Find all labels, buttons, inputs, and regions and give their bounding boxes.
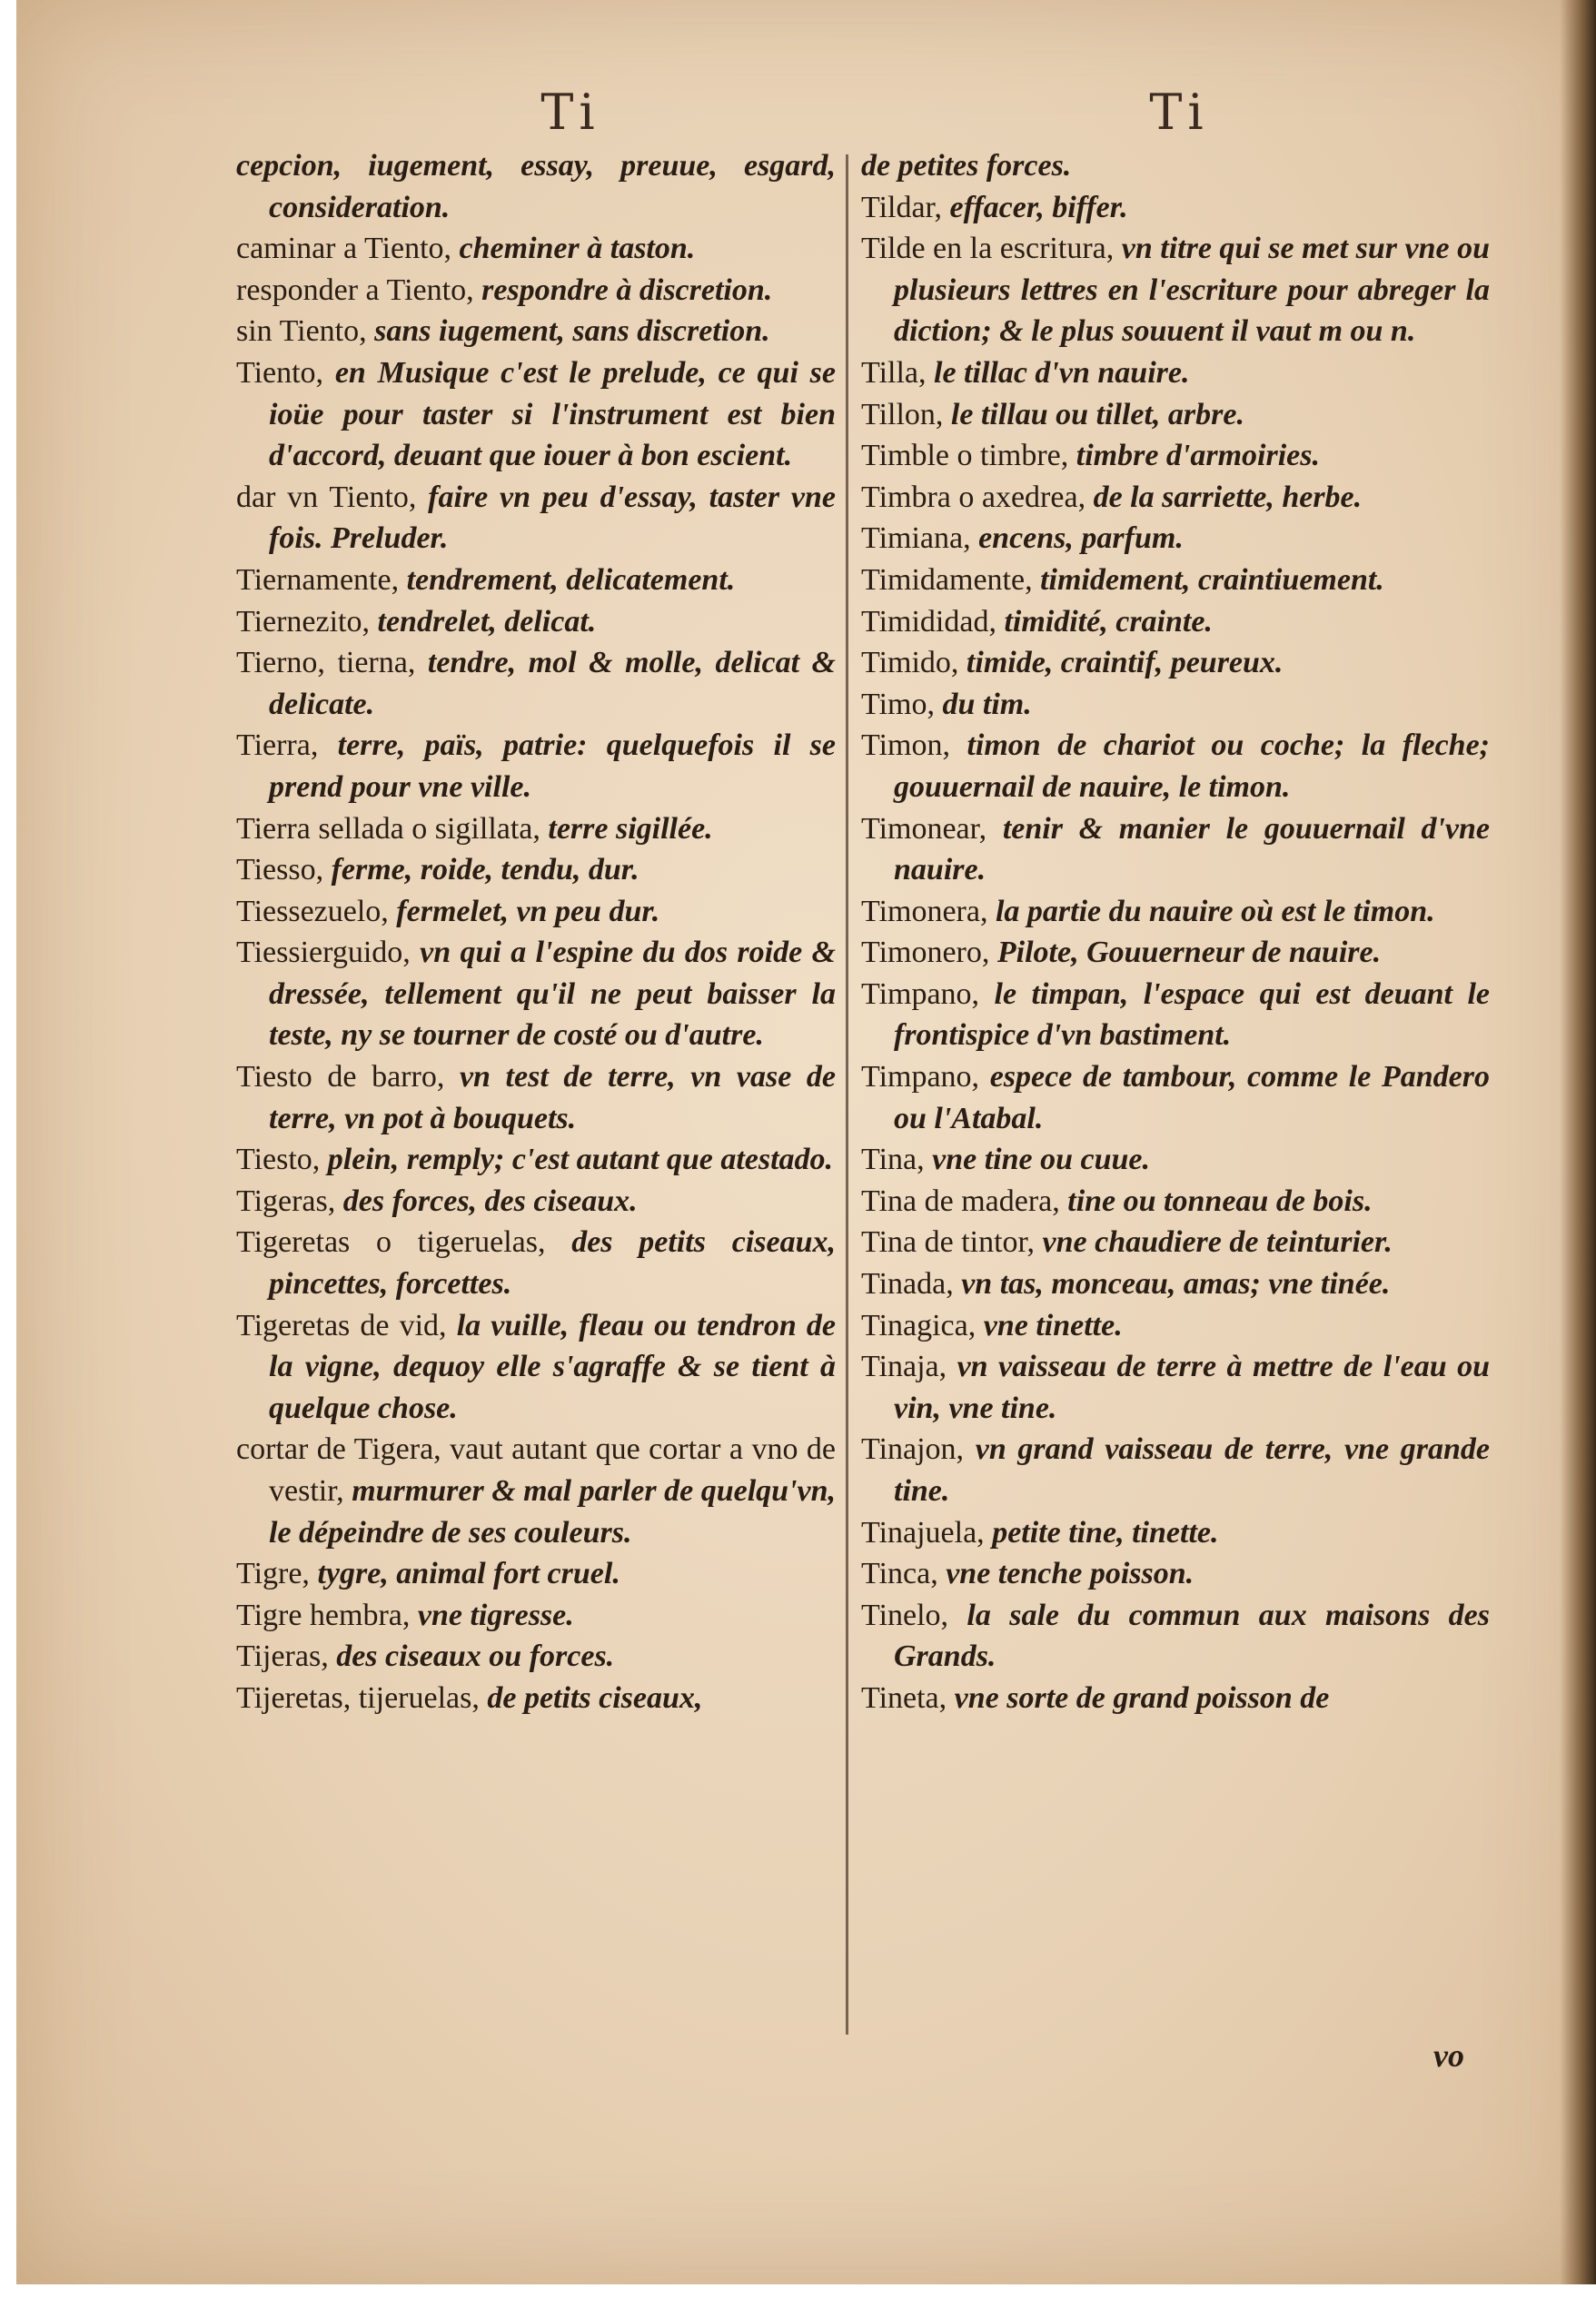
- entry-definition: la sale du commun aux maisons des Grands.: [894, 1598, 1490, 1674]
- entry-definition: vn test de terre, vn vase de terre, vn pot à bouquets.: [269, 1060, 836, 1135]
- dictionary-entry: [861, 1263, 1490, 1305]
- entry-headword: Tiernezito,: [236, 604, 378, 639]
- dictionary-entry: [861, 725, 1490, 807]
- entry-headword: Tiessezuelo,: [236, 894, 397, 928]
- entry-headword: Timonero,: [861, 936, 997, 970]
- entry-headword: sin Tiento,: [236, 314, 375, 349]
- catchword: vo: [1433, 2037, 1464, 2074]
- dictionary-entry: [861, 228, 1490, 352]
- entry-headword: Timidamente,: [861, 562, 1041, 597]
- dictionary-entry: [861, 518, 1490, 560]
- dictionary-entry: [861, 1346, 1490, 1429]
- entry-headword: Tinajuela,: [861, 1515, 993, 1550]
- entry-headword: Timo,: [861, 687, 943, 721]
- dictionary-entry: [861, 1222, 1490, 1263]
- dictionary-entry: [861, 1056, 1490, 1139]
- entry-headword: Tinada,: [861, 1267, 962, 1302]
- dictionary-entry: [236, 1139, 836, 1181]
- dictionary-entry: [236, 725, 836, 807]
- entry-definition: le tillau ou tillet, arbre.: [950, 397, 1244, 431]
- entry-definition: vne tinette.: [983, 1308, 1123, 1342]
- dictionary-entry: [861, 560, 1490, 601]
- entry-definition: tenir & manier le gouuernail d'vne nauire.: [894, 811, 1490, 887]
- entry-headword: Tildar,: [861, 190, 950, 224]
- dictionary-entry: [861, 1553, 1490, 1595]
- dictionary-entry: [236, 560, 836, 601]
- entry-headword: Tigre,: [236, 1557, 318, 1591]
- entry-headword: Tilde en la escritura,: [861, 232, 1122, 266]
- entry-headword: Timon,: [861, 728, 967, 763]
- entry-definition: vn grand vaisseau de terre, vne grande tine.: [894, 1432, 1490, 1508]
- dictionary-entry: [236, 1429, 836, 1553]
- entry-headword: Tierno, tierna,: [236, 646, 428, 680]
- entry-headword: Tiesto,: [236, 1143, 328, 1177]
- dictionary-entry: [861, 1595, 1490, 1678]
- dictionary-entry: [861, 891, 1490, 933]
- dictionary-entry: [861, 1429, 1490, 1511]
- entry-definition: timidement, craintiuement.: [1040, 562, 1384, 597]
- dictionary-entry: [861, 187, 1490, 229]
- dictionary-entry: [236, 601, 836, 643]
- entry-definition: tine ou tonneau de bois.: [1067, 1184, 1373, 1218]
- dictionary-entry: [236, 1636, 836, 1678]
- entry-headword: responder a Tiento,: [236, 272, 482, 307]
- entry-headword: dar vn Tiento,: [236, 480, 429, 514]
- entry-definition: murmurer & mal parler de quelqu'vn, le dépeindre de ses couleurs.: [269, 1474, 836, 1550]
- entry-definition: tendrelet, delicat.: [377, 604, 597, 639]
- entry-headword: Tineta,: [861, 1680, 955, 1715]
- entry-headword: Tiesso,: [236, 853, 332, 887]
- entry-headword: Tigre hembra,: [236, 1598, 418, 1632]
- entry-definition: fermelet, vn peu dur.: [396, 894, 660, 928]
- entry-headword: Tigeretas de vid,: [236, 1308, 457, 1342]
- dictionary-entry: [236, 270, 836, 312]
- entry-headword: Tiento,: [236, 355, 335, 390]
- entry-headword: Timpano,: [861, 976, 995, 1011]
- dictionary-entry: [236, 1678, 836, 1719]
- entry-headword: Tinaja,: [861, 1350, 957, 1384]
- dictionary-entry: [861, 601, 1490, 643]
- entry-definition: terre, païs, patrie: quelquefois il se prend pour vne ville.: [269, 728, 836, 804]
- entry-headword: Tina de tintor,: [861, 1225, 1043, 1260]
- entry-headword: Tiesto de barro,: [236, 1060, 460, 1095]
- entry-headword: Tinelo,: [861, 1598, 967, 1632]
- entry-headword: Timonera,: [861, 894, 996, 928]
- entry-headword: Tigeras,: [236, 1184, 343, 1218]
- right-column: [861, 145, 1490, 2071]
- dictionary-entry: [861, 477, 1490, 519]
- dictionary-entry: [236, 311, 836, 352]
- dictionary-entry: [861, 435, 1490, 477]
- entry-definition: des forces, des ciseaux.: [342, 1184, 638, 1218]
- entry-definition: vne tigresse.: [417, 1598, 574, 1632]
- dictionary-entry: [861, 642, 1490, 684]
- entry-definition: vn tas, monceau, amas; vne tinée.: [961, 1267, 1391, 1302]
- dictionary-entry: [236, 1305, 836, 1430]
- entry-headword: Timididad,: [861, 604, 1005, 639]
- running-head-right: Ti: [1149, 84, 1209, 141]
- entry-definition: plein, remply; c'est autant que atestado.: [327, 1143, 834, 1177]
- dictionary-entry: [861, 145, 1490, 187]
- entry-definition: timon de chariot ou coche; la fleche; gouuernail de nauire, le timon.: [894, 728, 1490, 804]
- entry-headword: Timpano,: [861, 1060, 990, 1095]
- entry-headword: Timble o timbre,: [861, 439, 1076, 473]
- entry-definition: encens, parfum.: [978, 521, 1184, 556]
- entry-definition: vne sorte de grand poisson de: [954, 1680, 1330, 1715]
- dictionary-entry: [236, 1056, 836, 1139]
- entry-definition: Pilote, Gouuerneur de nauire.: [996, 936, 1382, 970]
- entry-definition: terre sigillée.: [548, 811, 713, 846]
- entry-definition: de petits ciseaux,: [487, 1680, 703, 1715]
- entry-headword: Tinajon,: [861, 1432, 976, 1467]
- entry-headword: Tiernamente,: [236, 562, 407, 597]
- dictionary-entry: [236, 228, 836, 270]
- entry-definition: tygre, animal fort cruel.: [317, 1557, 620, 1591]
- dictionary-entry: [861, 1512, 1490, 1554]
- dictionary-entry: [236, 1181, 836, 1223]
- dictionary-entry: [236, 808, 836, 850]
- entry-definition: vn titre qui se met sur vne ou plusieurs lettres en l'escriture pour abreger la diction; & le plus souuent il vaut m ou n.: [894, 232, 1490, 349]
- dictionary-entry: [861, 1305, 1490, 1347]
- entry-definition: timide, craintif, peureux.: [966, 646, 1284, 680]
- dictionary-entry: [236, 849, 836, 891]
- dictionary-entry: [236, 1222, 836, 1304]
- dictionary-entry: [861, 684, 1490, 726]
- dictionary-entry: [236, 891, 836, 933]
- running-head-left: Ti: [540, 84, 600, 141]
- entry-headword: Tina de madera,: [861, 1184, 1068, 1218]
- entry-definition: de petites forces.: [861, 149, 1072, 183]
- entry-definition: effacer, biffer.: [949, 190, 1128, 224]
- entry-headword: Timonear,: [861, 811, 1003, 846]
- entry-headword: Tillon,: [861, 397, 951, 431]
- entry-definition: des petits ciseaux, pincettes, forcettes.: [269, 1225, 836, 1302]
- dictionary-entry: [236, 1553, 836, 1595]
- entry-definition: timbre d'armoiries.: [1076, 439, 1320, 473]
- entry-definition: en Musique c'est le prelude, ce qui se ioüe pour taster si l'instrument est bien d'accord, deuant que iouer à bon escient.: [269, 355, 836, 473]
- dictionary-entry: [236, 932, 836, 1056]
- dictionary-entry: [861, 1139, 1490, 1181]
- entry-headword: Tiessierguido,: [236, 936, 421, 970]
- entry-definition: des ciseaux ou forces.: [336, 1639, 615, 1674]
- dictionary-entry: [236, 642, 836, 725]
- entry-definition: timidité, crainte.: [1004, 604, 1213, 639]
- entry-definition: petite tine, tinette.: [992, 1515, 1219, 1550]
- entry-definition: du tim.: [942, 687, 1032, 721]
- entry-definition: cheminer à taston.: [459, 232, 696, 266]
- entry-definition: le tillac d'vn nauire.: [934, 355, 1190, 390]
- entry-definition: faire vn peu d'essay, taster vne fois. Preluder.: [269, 480, 836, 556]
- entry-definition: espece de tambour, comme le Pandero ou l'Atabal.: [894, 1060, 1490, 1135]
- book-page: [16, 0, 1596, 2284]
- entry-headword: Tijeras,: [236, 1639, 337, 1674]
- entry-headword: Tigeretas o tigeruelas,: [236, 1225, 572, 1260]
- entry-definition: vn qui a l'espine du dos roide & dressée, tellement qu'il ne peut baisser la teste, ny se tourner de costé ou d'autre.: [269, 936, 836, 1053]
- entry-definition: tendrement, delicatement.: [406, 562, 736, 597]
- entry-headword: Tierra sellada o sigillata,: [236, 811, 549, 846]
- dictionary-entry: [236, 145, 836, 228]
- entry-definition: vne tenche poisson.: [946, 1557, 1195, 1591]
- entry-headword: Tierra,: [236, 728, 338, 763]
- entry-headword: cortar de Tigera, vaut autant que cortar a vno de vestir,: [236, 1432, 836, 1508]
- dictionary-entry: [236, 352, 836, 477]
- entry-definition: tendre, mol & molle, delicat & delicate.: [269, 646, 836, 721]
- entry-headword: Timiana,: [861, 521, 979, 556]
- dictionary-entry: [236, 477, 836, 560]
- entry-headword: Tilla,: [861, 355, 935, 390]
- entry-definition: sans iugement, sans discretion.: [374, 314, 770, 349]
- entry-definition: vn vaisseau de terre à mettre de l'eau ou vin, vne tine.: [894, 1350, 1490, 1425]
- entry-definition: ferme, roide, tendu, dur.: [331, 853, 639, 887]
- entry-definition: vne chaudiere de teinturier.: [1042, 1225, 1393, 1260]
- entry-headword: Tijeretas, tijeruelas,: [236, 1680, 488, 1715]
- entry-definition: la vuille, fleau ou tendron de la vigne, dequoy elle s'agraffe & se tient à quelque chose.: [269, 1308, 836, 1425]
- dictionary-entry: [861, 1678, 1490, 1719]
- dictionary-entry: [861, 974, 1490, 1056]
- entry-definition: respondre à discretion.: [481, 272, 773, 307]
- dictionary-entry: [861, 352, 1490, 394]
- entry-headword: Tinca,: [861, 1557, 947, 1591]
- page-gutter-shadow: [1560, 0, 1596, 2284]
- entry-headword: Timbra o axedrea,: [861, 480, 1094, 514]
- dictionary-entry: [861, 932, 1490, 974]
- dictionary-entry: [861, 394, 1490, 436]
- column-rule: [846, 154, 848, 2035]
- entry-definition: de la sarriette, herbe.: [1093, 480, 1363, 514]
- entry-headword: Timido,: [861, 646, 967, 680]
- entry-headword: Tinagica,: [861, 1308, 984, 1342]
- entry-headword: Tina,: [861, 1143, 933, 1177]
- entry-headword: caminar a Tiento,: [236, 232, 460, 266]
- entry-definition: la partie du nauire où est le timon.: [995, 894, 1435, 928]
- entry-definition: cepcion, iugement, essay, preuue, esgard, consideration.: [236, 149, 836, 224]
- dictionary-entry: [236, 1595, 836, 1637]
- left-column: [236, 145, 836, 2071]
- dictionary-entry: [861, 1181, 1490, 1223]
- entry-definition: vne tine ou cuue.: [932, 1143, 1151, 1177]
- dictionary-entry: [861, 808, 1490, 891]
- entry-definition: le timpan, l'espace qui est deuant le frontispice d'vn bastiment.: [894, 976, 1490, 1053]
